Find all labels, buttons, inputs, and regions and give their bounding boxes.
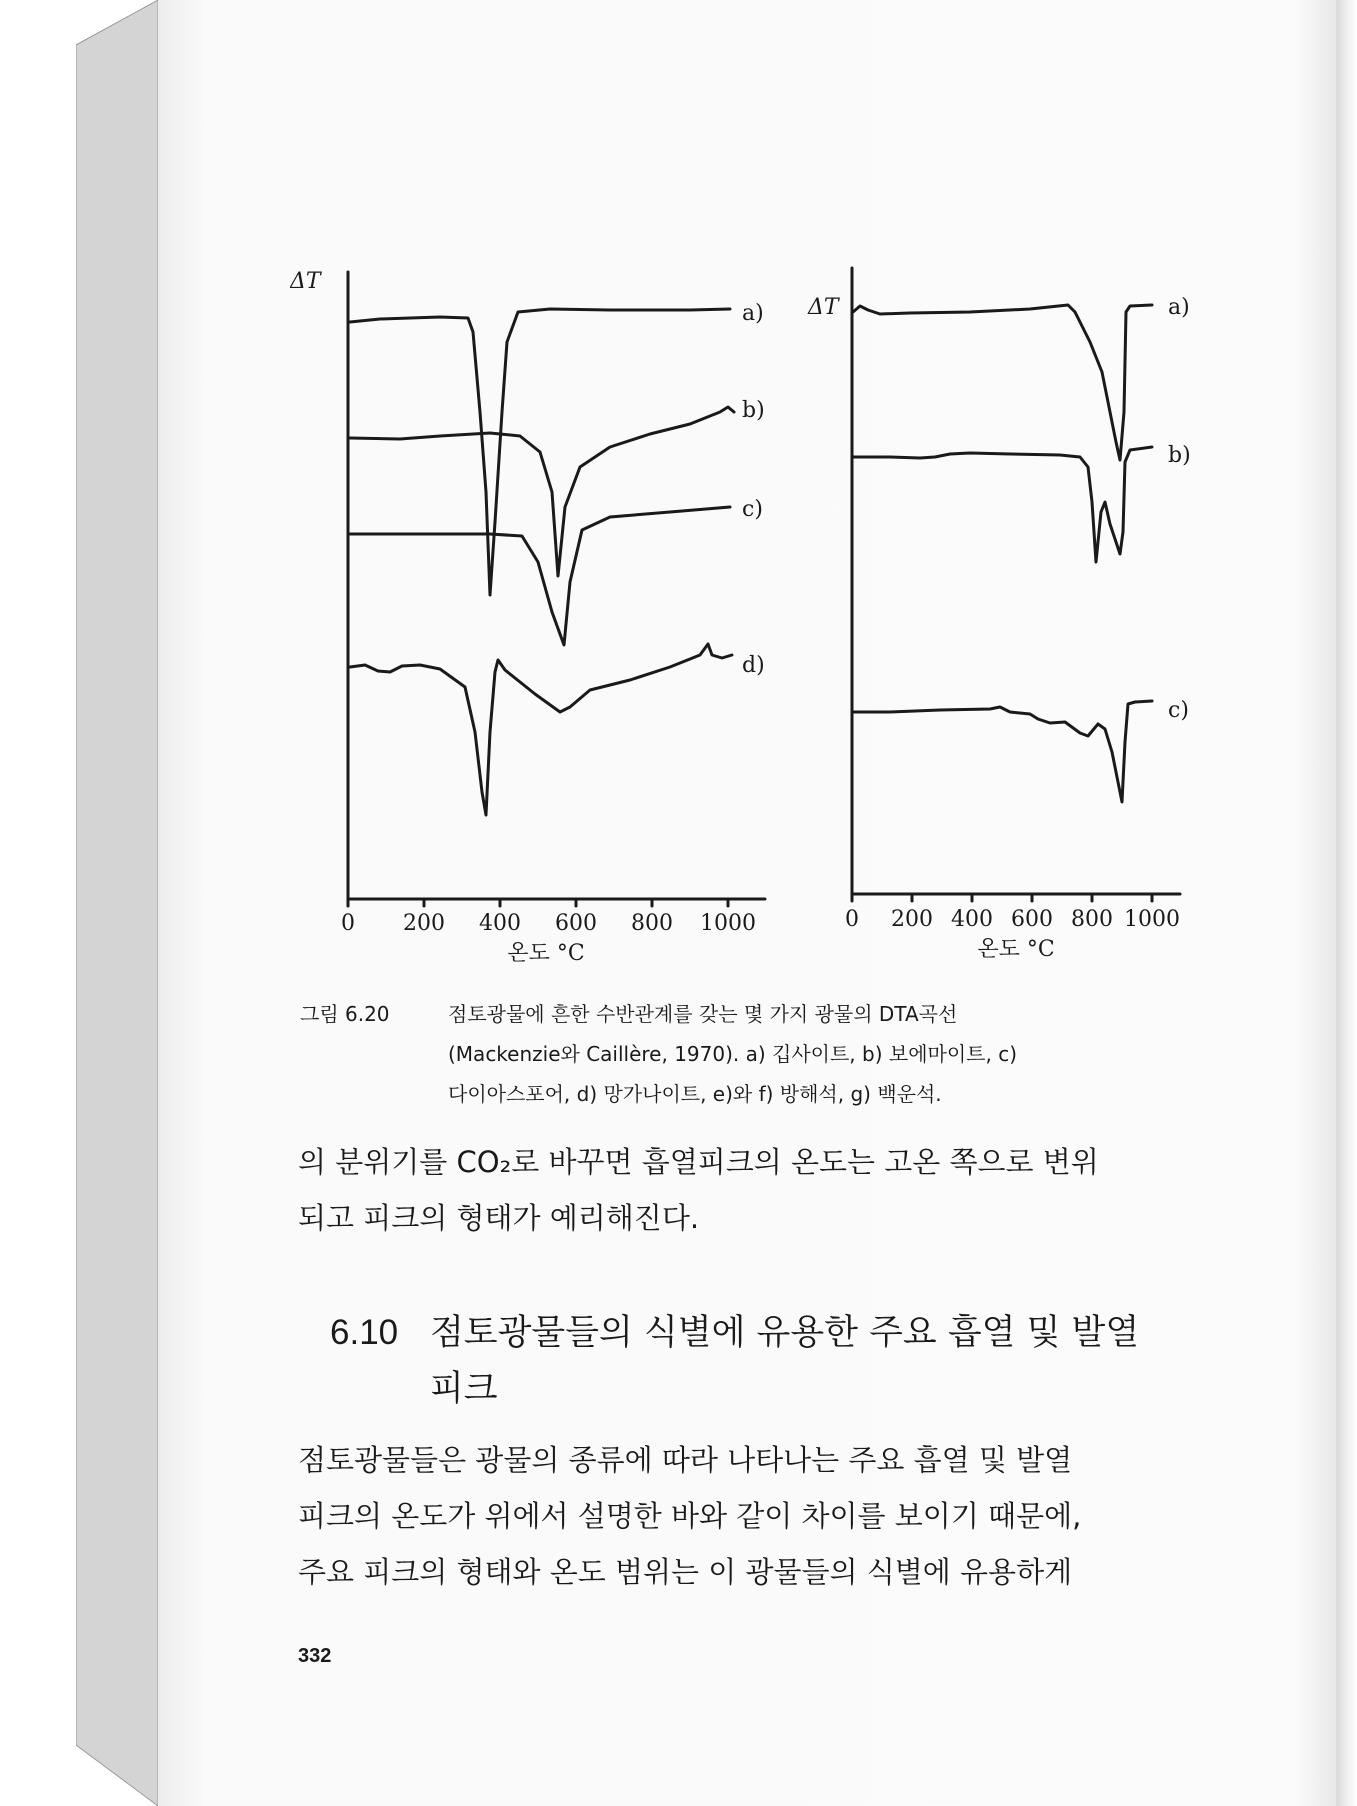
section-heading: [330, 1305, 1210, 1417]
right-curve-label: a): [1168, 295, 1190, 320]
left-curve-label: b): [742, 398, 765, 423]
figure-caption: [300, 994, 1210, 1114]
right-curve-a: [853, 305, 1152, 460]
paragraph: [298, 1134, 1198, 1246]
caption-label: 그림 6.20: [300, 1002, 390, 1026]
section-number: 6.10: [330, 1313, 399, 1352]
caption-line: 점토광물에 흔한 수반관계를 갖는 몇 가지 광물의 DTA곡선: [448, 1002, 958, 1026]
left-curve-d: [350, 644, 732, 815]
left-curve-label: a): [742, 301, 764, 326]
section-title: 점토광물들의 식별에 유용한 주요 흡열 및 발열: [430, 1313, 1140, 1353]
left-curve-b: [350, 407, 734, 576]
left-x-label: 온도 °C: [507, 941, 585, 962]
page-edge: [1336, 0, 1357, 1806]
left-curve-c: [350, 507, 730, 645]
left-x-tick-label: 0: [341, 911, 355, 936]
right-x-label: 온도 °C: [977, 937, 1055, 962]
right-x-tick-label: 0: [845, 907, 859, 932]
left-x-tick-label: 200: [403, 911, 445, 936]
page-number: 332: [298, 1645, 332, 1667]
text-line: 의 분위기를 CO₂로 바꾸면 흡열피크의 온도는 고온 쪽으로 변위: [298, 1145, 1099, 1179]
right-curve-b: [853, 447, 1152, 562]
text-line: 피크의 온도가 위에서 설명한 바와 같이 차이를 보이기 때문에,: [298, 1499, 1082, 1533]
right-x-tick-label: 200: [891, 907, 933, 932]
right-x-tick-label: 400: [951, 907, 993, 932]
left-x-tick-label: 400: [479, 911, 521, 936]
left-x-tick-label: 600: [555, 911, 597, 936]
caption-line: 다이아스포어, d) 망가나이트, e)와 f) 방해석, g) 백운석.: [448, 1082, 942, 1106]
right-curve-label: b): [1168, 443, 1191, 468]
left-y-label: ΔT: [290, 269, 321, 294]
right-x-tick-label: 600: [1011, 907, 1053, 932]
left-x-tick-label: 1000: [700, 911, 756, 936]
dta-figure-svg: [290, 262, 1210, 962]
paragraph: [298, 1432, 1198, 1600]
caption-line: (Mackenzie와 Caillère, 1970). a) 깁사이트, b) 보에마이트, c): [448, 1042, 1017, 1066]
section-title-cont: 피크: [430, 1369, 498, 1409]
right-y-label: ΔT: [808, 295, 839, 320]
right-curve-c: [853, 701, 1152, 802]
text-line: 점토광물들은 광물의 종류에 따라 나타나는 주요 흡열 및 발열: [298, 1443, 1073, 1477]
right-x-tick-label: 1000: [1124, 907, 1180, 932]
dta-figure: [290, 262, 1210, 962]
left-x-tick-label: 800: [631, 911, 673, 936]
right-x-tick-label: 800: [1071, 907, 1113, 932]
text-line: 주요 피크의 형태와 온도 범위는 이 광물들의 식별에 유용하게: [298, 1555, 1073, 1589]
left-curve-label: d): [742, 653, 765, 678]
right-curve-label: c): [1168, 698, 1189, 723]
text-line: 되고 피크의 형태가 예리해진다.: [298, 1201, 700, 1235]
left-curve-label: c): [742, 497, 763, 522]
